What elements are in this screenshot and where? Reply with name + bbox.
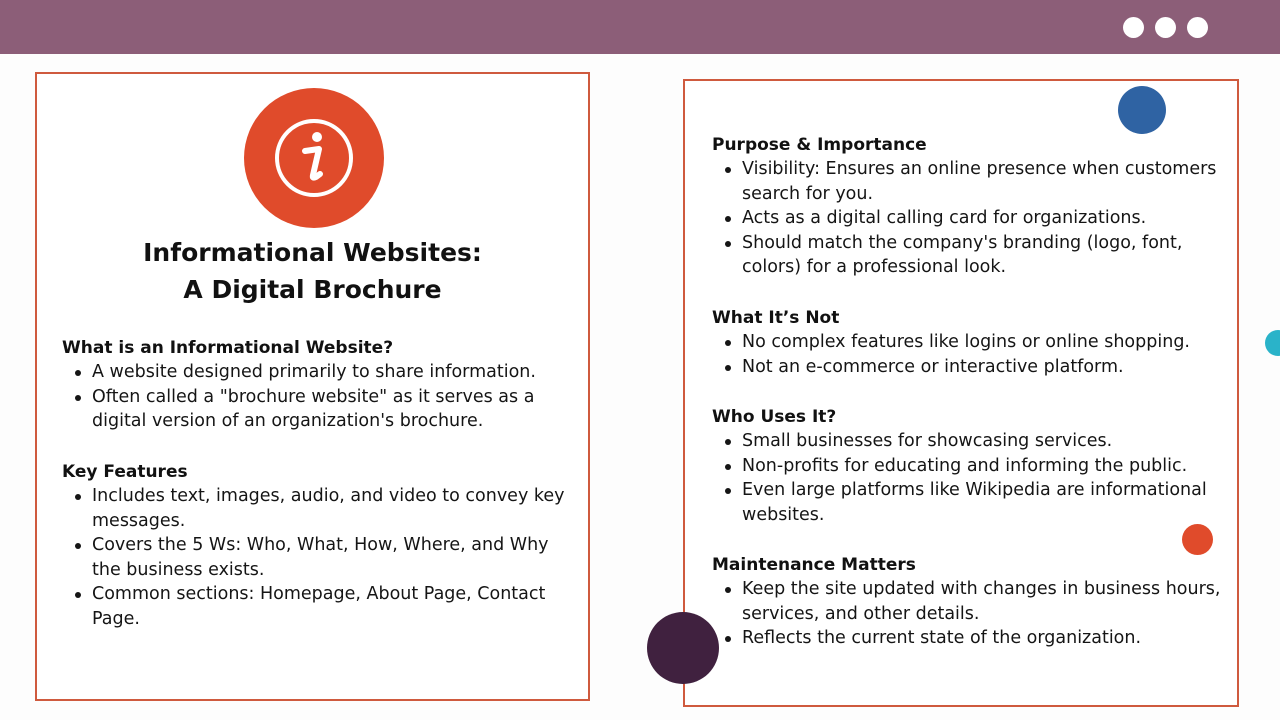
bullet-item: A website designed primarily to share information.: [62, 360, 582, 385]
left-card: [35, 72, 590, 701]
bullet-item: Includes text, images, audio, and video to convey key messages.: [62, 484, 582, 533]
section-what-is: [62, 336, 582, 434]
page-title-line2: A Digital Brochure: [183, 275, 442, 304]
resize-handle-icon[interactable]: [1265, 330, 1280, 356]
bullet-item: Small businesses for showcasing services.: [712, 429, 1232, 454]
section-heading: Key Features: [62, 462, 188, 482]
bullet-item: Covers the 5 Ws: Who, What, How, Where, and Why the business exists.: [62, 533, 582, 582]
page-title-line1: Informational Websites:: [143, 238, 482, 267]
section-heading: Maintenance Matters: [712, 555, 916, 575]
decorative-circle-purple: [647, 612, 719, 684]
bullet-item: Acts as a digital calling card for organizations.: [712, 206, 1232, 231]
section-heading: What It’s Not: [712, 308, 840, 328]
decorative-circle-orange: [1182, 524, 1213, 555]
bullet-item: Reflects the current state of the organization.: [712, 626, 1232, 651]
bullet-item: Visibility: Ensures an online presence when customers search for you.: [712, 157, 1232, 206]
section-purpose: [712, 133, 1232, 280]
section-maintenance: [712, 553, 1232, 651]
section-heading: Who Uses It?: [712, 407, 837, 427]
section-who-uses: [712, 405, 1232, 527]
bullet-item: Even large platforms like Wikipedia are informational websites.: [712, 478, 1232, 527]
section-heading: What is an Informational Website?: [62, 338, 394, 358]
section-heading: Purpose & Importance: [712, 135, 927, 155]
right-card: [683, 79, 1239, 707]
bullet-item: Should match the company's branding (logo, font, colors) for a professional look.: [712, 231, 1232, 280]
section-what-its-not: [712, 306, 1232, 379]
window-dot: [1123, 17, 1144, 38]
bullet-item: Common sections: Homepage, About Page, Contact Page.: [62, 582, 582, 631]
bullet-item: No complex features like logins or online shopping.: [712, 330, 1232, 355]
bullet-item: Keep the site updated with changes in business hours, services, and other details.: [712, 577, 1232, 626]
window-dot: [1187, 17, 1208, 38]
top-bar: [0, 0, 1280, 54]
bullet-item: Not an e-commerce or interactive platform.: [712, 355, 1232, 380]
section-key-features: [62, 460, 582, 631]
info-icon: [244, 88, 384, 228]
window-dot: [1155, 17, 1176, 38]
bullet-item: Non-profits for educating and informing the public.: [712, 454, 1232, 479]
bullet-item: Often called a "brochure website" as it serves as a digital version of an organization's brochure.: [62, 385, 582, 434]
decorative-circle-blue: [1118, 86, 1166, 134]
